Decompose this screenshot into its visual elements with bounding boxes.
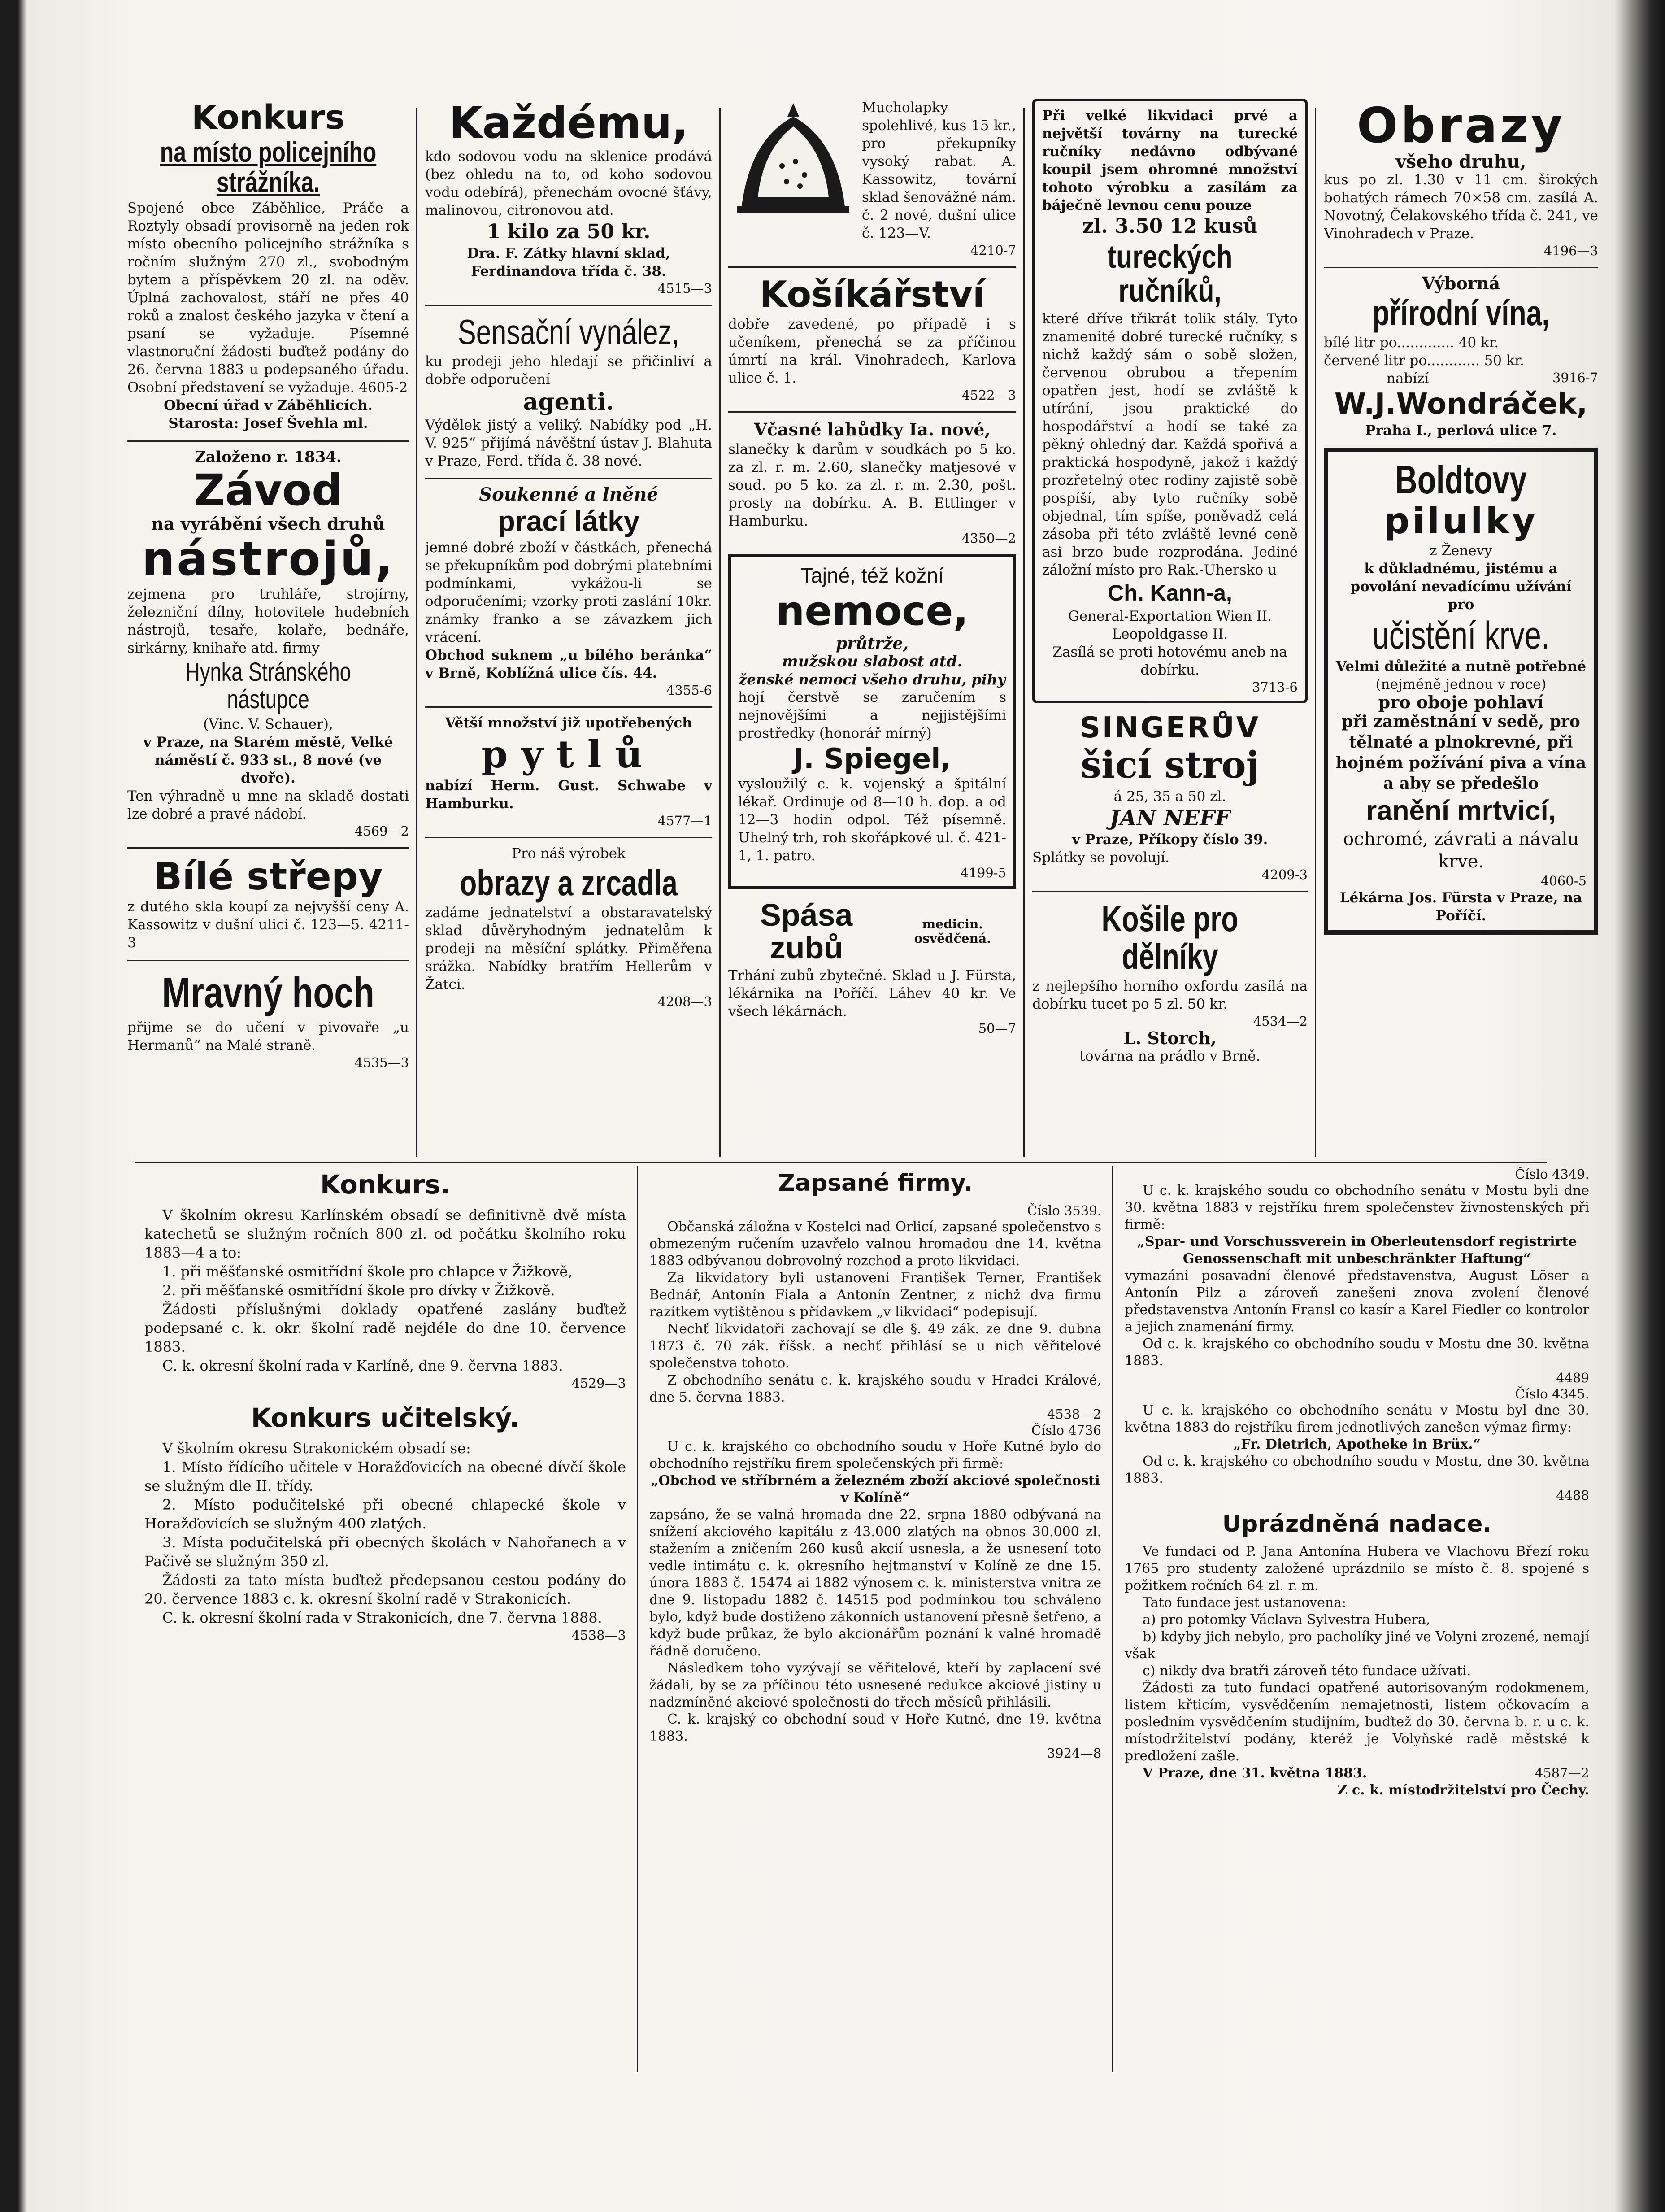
ad-line: z Ženevy (1430, 542, 1492, 559)
ad-ref: 4199-5 (960, 865, 1006, 880)
ad-separator (425, 478, 712, 479)
column-3 (722, 99, 1022, 1045)
ad-price-red: červené litr po............ 50 kr. (1324, 353, 1524, 369)
ad-title: Soukenné a lněné (479, 485, 658, 505)
ad-kosile (1032, 898, 1308, 1065)
ad-separator (728, 411, 1016, 413)
ad-ref: 4515—3 (657, 280, 712, 296)
ad-address: Praha I., perlová ulice 7. (1365, 422, 1557, 439)
column-5 (1317, 99, 1604, 943)
ad-ref: 50—7 (978, 1020, 1016, 1036)
ad-title: obrazy a zrcadla (460, 863, 678, 903)
ad-address: v Praze, na Starém městě, Velké náměstí č. 933 st., 8 nové (ve dvoře). (143, 734, 393, 786)
ad-line-3: Velmi důležité a nutně potřebné (1336, 658, 1586, 675)
ad-separator (127, 960, 409, 961)
ad-ref: 4535—3 (354, 1054, 409, 1070)
ad-separator (127, 847, 409, 849)
notice-number: Číslo 4349. (1515, 1167, 1589, 1182)
ad-title: Spása zubů (760, 897, 853, 966)
ad-body: kdo sodovou vodu na sklenice prodává (bez ohledu na to, od koho sodovou vodu odebírá), přenechám ovocné šťávy, malinovou, citronovou atd. (425, 148, 712, 218)
column-1 (121, 99, 415, 1079)
notice-firm: „Obchod ve stříbrném a železném zboží akciové společnosti v Kolíně“ (651, 1473, 1100, 1506)
notice-ref: 4538—2 (1047, 1406, 1101, 1422)
notice-paragraph: Tato fundace jest ustanovena: (1143, 1595, 1347, 1611)
notice-signature: C. k. okresní školní rada v Karlíně, dne 9. června 1883. (162, 1357, 563, 1374)
ad-ref: 4350—2 (961, 531, 1016, 546)
notice-paragraph: Za likvidatory byli ustanoveni František Terner, František Bednář, Antonín Fiala a Antonín Zentner, z nichž dva firmu razítkem vytištěnou s přídavkem „v likvidaci“ podepisují. (649, 1270, 1101, 1320)
ad-line: Tajné, též kožní (800, 564, 944, 587)
ad-singer (1032, 711, 1308, 882)
ad-kosikarstvi (728, 274, 1016, 403)
notice-paragraph: Nechť likvidatoři zachovají se dle §. 49 zák. ze dne 9. dubna 1873 č. 70 zák. říšsk. a nechť přihlásí se u nich věřitelové společenstva tohoto. (649, 1321, 1101, 1372)
notice-item: c) nikdy dva bratři zároveň této fundace užívati. (1143, 1663, 1471, 1679)
ad-title-2: prací látky (497, 505, 640, 537)
notice-item: a) pro potomky Václava Sylvestra Hubera, (1143, 1612, 1430, 1628)
notice-number: Číslo 4736 (1031, 1423, 1101, 1438)
ad-office: Obecní úřad v Záběhlicích. (164, 397, 373, 414)
ad-title: Každému, (449, 99, 688, 148)
ad-body: zadáme jednatelství a obstaravatelský sklad důvěryhodným jednatelům k prodeji na měsíční splátky. Přiměřena srážka. Nabídky bratřím Hellerům v Žatci. (425, 905, 712, 993)
ad-seller: JAN NEFF (1109, 805, 1230, 831)
ad-title: přírodní vína, (1372, 293, 1550, 333)
notice-konkurs (144, 1166, 626, 1391)
ad-body: z nejlepšího horního oxfordu zasílá na dobírku tucet po 5 zl. 50 kr. (1032, 978, 1308, 1012)
notice-title: Uprázdněná nadace. (1222, 1511, 1492, 1537)
notice-body-2: Žádosti za tato místa buďtež předepsanou cestou podány do 20. července 1883 c. k. okresní školní radě v Strakonicích. (144, 1571, 626, 1607)
notice-firm: „Fr. Dietrich, Apotheke in Brüx.“ (1233, 1437, 1481, 1452)
ad-doctor: J. Spiegel, (793, 742, 951, 775)
column-rule (1023, 108, 1025, 1157)
notice-item: 1. při měšťanské osmitřídní škole pro chlapce v Žižkově, (162, 1263, 573, 1280)
ad-body: Mucholapky spolehlivé, kus 15 kr., pro překupníky vysoký rabat. A. Kassowitz, tovární sklad šenovážné nám. č. 2 nové, dušní ulice č. 123—V. (862, 100, 1016, 241)
ad-line: na vyrábění všech druhů (151, 513, 385, 534)
ad-body: hojí čerstvě se zaručením s nejnovějšími a nejjistějšími prostředky (honorář mírný) (738, 689, 1006, 741)
flycatcher-bell-icon (728, 99, 858, 220)
notice-firm: „Spar- und Vorschussverein in Oberleutensdorf registrirte Genossenschaft mit unbeschränkter Haftung“ (1137, 1234, 1577, 1267)
ad-bile-strepy (127, 855, 409, 952)
notice-body-2: Žádosti příslušnými doklady opatřené zaslány buďtež podepsané c. k. okr. školní radě nejdéle do dne 10. července 1883. (144, 1300, 626, 1355)
ad-title-2: šicí stroj (1080, 744, 1260, 787)
column-rule (1112, 1166, 1113, 2072)
ad-separator (425, 305, 712, 306)
ad-body: zejmena pro truhláře, strojírny, železniční dílny, hotovitele hudebních nástrojů, tesaře, kolaře, bednáře, sirkárny, knihaře atd. firmy (127, 586, 409, 657)
ad-note: Ten výhradně u mne na skladě dostati lze dobré a pravé nádobí. (127, 788, 409, 822)
ad-firm: Ch. Kann-a, (1108, 580, 1232, 606)
ad-boldt (1324, 448, 1598, 935)
ad-price: 1 kilo za 50 kr. (487, 220, 651, 243)
ad-body: slanečky k darům v soudkách po 5 ko. za zl. r. m. 2.60, slanečky matjesové v soud. po 5 ko. za zl. r. m. 2.30, pošt. prosty na dobírku. A. B. Ettlinger v Hamburku. (728, 441, 1016, 529)
ad-ref: 4208—3 (657, 994, 712, 1010)
ad-body: Splátky se povolují. (1032, 849, 1170, 866)
notice-paragraph: C. k. krajský co obchodní soud v Hoře Kutné, dne 19. května 1883. (649, 1711, 1101, 1745)
notice-paragraph: U c. k. krajského co obchodního soudu v Hoře Kutné bylo do obchodního rejstříku firem společenských při firmě: (649, 1439, 1101, 1472)
ad-prices: á 25, 35 a 50 zl. (1113, 788, 1226, 805)
notice-ref: 3924—8 (1047, 1746, 1101, 1761)
column-rule (416, 108, 417, 1157)
ad-body: nabízí Herm. Gust. Schwabe v Hamburku. (425, 778, 712, 812)
ad-body: ku prodeji jeho hledají se přičinliví a dobře odporučení (425, 353, 712, 388)
ad-vina (1324, 274, 1598, 439)
ad-ref: 3916-7 (1552, 370, 1598, 386)
ad-title: SINGERŮV (1079, 711, 1261, 745)
ad-separator (728, 266, 1016, 268)
ad-kazdemu (425, 99, 712, 296)
ad-subtitle: medicin. osvědčená. (914, 917, 991, 946)
notice-ref: 4529—3 (571, 1375, 626, 1391)
ad-konkurs-police (127, 99, 409, 432)
ad-body-2: Výdělek jistý a veliký. Nabídky pod „H. V. 925“ přijímá návěštní ústav J. Blahuta v Praze, Ferd. třída č. 38 nové. (425, 417, 712, 469)
ad-title: Sensační vynález, (458, 312, 679, 352)
ad-pharmacy: Lékárna Jos. Fürsta v Praze, na Poříčí. (1339, 890, 1582, 924)
ad-title-2: pilulky (1384, 500, 1538, 542)
notice-paragraph: Ve fundaci od P. Jana Antonína Hubera ve Vlachovu Březí roku 1765 pro studenty založené uprázdnilo se místo č. 8. spojené s požitkem ročních 64 zl. r. m. (1125, 1544, 1589, 1594)
ad-title-4: ranění mrtvicí, (1366, 795, 1556, 827)
notice-ref: 4489 (1556, 1370, 1589, 1385)
ad-body: Trhání zubů zbytečné. Sklad u J. Fürsta, lékárnika na Poříčí. Láhev 40 kr. Ve všech lékárnách. (728, 967, 1016, 1019)
notice-number: Číslo 3539. (1027, 1203, 1101, 1219)
ad-title: Boldtovy (1395, 457, 1527, 502)
ad-title: nemoce, (776, 588, 969, 635)
bottom-right-column (1115, 1166, 1599, 1799)
ad-ref: 4522—3 (961, 388, 1016, 403)
ad-price-white: bílé litr po............. 40 kr. (1324, 335, 1499, 351)
notice-paragraph: Od c. k. krajského co obchodního soudu v Mostu dne 30. května 1883. (1125, 1336, 1589, 1369)
notice-signature: C. k. okresní školní rada v Strakonicích, dne 7. června 1888. (162, 1609, 602, 1626)
column-2 (419, 99, 718, 1018)
notice-date: V Praze, dne 31. května 1883. (1143, 1765, 1367, 1781)
notice-title: Zapsané firmy. (778, 1170, 973, 1197)
ad-place: továrna na prádlo v Brně. (1079, 1048, 1261, 1064)
ad-ref: 4209-3 (1261, 867, 1308, 882)
ad-separator (1032, 891, 1308, 892)
ad-body: Při velké likvidaci prvé a největší továrny na turecké ručníky nedávno odbývané koupil jsem ohromné množství tohoto výrobku a zasílám za báječně levnou cenu pouze (1042, 108, 1298, 213)
ad-line-6: při zaměstnání v sedě, pro tělnaté a plnokrevné, při hojném požívání piva a vína a aby se předešlo (1335, 712, 1587, 793)
ad-signature: Starosta: Josef Švehla ml. (168, 415, 368, 432)
notice-signature: Z c. k. místodržitelství pro Čechy. (1337, 1782, 1589, 1798)
ad-subtitle: všeho druhu, (1395, 151, 1526, 173)
notice-paragraph: Od c. k. krajského co obchodního soudu v Mostu, dne 30. května 1883. (1125, 1454, 1589, 1486)
notice-konkurs-ucitelsky (144, 1399, 626, 1643)
notice-title: Konkurs. (320, 1169, 451, 1200)
ad-ref: 3713-6 (1252, 679, 1298, 695)
ad-body-2: vysloužilý c. k. vojenský a špitální lékař. Ordinuje od 8—10 h. dop. a od 12—3 hodin odpol. Též písemně. Uhelný trh, roh skořápkové ul. č. 421-1, 1. patro. (738, 775, 1006, 864)
ad-line: Výborná (1422, 274, 1500, 294)
ad-line-3: mužskou slabost atd. (782, 652, 963, 671)
ad-title: tureckých ručníků, (1107, 239, 1233, 309)
column-rule (637, 1166, 638, 2072)
ad-ref: 4060-5 (1540, 873, 1587, 889)
ad-firm: L. Storch, (1123, 1028, 1217, 1048)
ad-mravny-hoch (127, 967, 409, 1071)
ad-soukenne (425, 486, 712, 698)
ad-body-2: které dříve třikrát tolik stály. Tyto znamenité dobré turecké ručníky, s nichž každý sám o sobě složen, červenou obrubou a třepením opatřen jest, hodí se zvláště k utírání, jsou praktické do hospodářství a hodí se také za pěkný ohledný dar. Každá spořivá a praktická hospodyně, jakož i každý prozřetelný otec rodiny zajistě sobě pospíší, aby tyto ručníky sobě objednal, tím spíše, poněvadž celá zásoba při této zvláště levné ceně asi brzo bude rozprodána. Jediné záložní místo pro Rak.-Uhersko u (1042, 311, 1298, 579)
notice-body: V školním okresu Karlínském obsadí se definitivně dvě místa katechetů se služným ročních 800 zl. od počátku školního roku 1883—4 a to: (144, 1206, 626, 1261)
ad-pytlu (425, 714, 712, 829)
notice-paragraph: vymazáni posavadní členové představenstva, August Löser a Antonín Pilz a zároveň zanešeni znova zvolení členové představenstva Antonín Fransl co kasír a Karel Fiedler co kontrolor a jejich znamenání firmy. (1125, 1268, 1589, 1335)
ad-separator (425, 706, 712, 708)
ad-ref: 4196—3 (1543, 243, 1598, 259)
ad-zavod (127, 448, 409, 839)
ad-title-2: nástrojů, (142, 531, 395, 586)
ad-rucniky (1032, 99, 1308, 703)
ad-agents: agenti. (523, 388, 614, 416)
ad-firm: W.J.Wondráček, (1334, 388, 1588, 421)
ad-offer: nabízí (1387, 370, 1429, 387)
ad-intro: Větší množství již upotřebených (445, 715, 692, 732)
ad-ref: 4355-6 (666, 683, 712, 698)
notice-item: b) kdyby jich nebylo, pro pacholíky jiné ve Volyni zrozené, nemají však (1125, 1629, 1589, 1662)
ad-ref: 4534—2 (1253, 1013, 1308, 1029)
column-rule (719, 108, 721, 1157)
ad-subtitle: na místo policejního strážníka. (160, 135, 377, 198)
ad-obrazy (1324, 99, 1598, 259)
ad-title: Konkurs (191, 99, 345, 137)
ad-separator (1324, 267, 1598, 268)
ad-title: Závod (194, 465, 343, 516)
ad-lahudky (728, 419, 1016, 546)
notice-ref: 4488 (1556, 1488, 1589, 1503)
ad-title: Košíkářství (759, 274, 985, 315)
notice-ref: 4587—2 (1535, 1765, 1589, 1781)
ad-ref: 4577—1 (657, 813, 712, 829)
ad-ref: 4210-7 (970, 243, 1016, 258)
ad-body: Spojené obce Záběhlice, Práče a Roztyly obsadí provisorně na jeden rok místo obecního policejního strážníka s ročním služným 270 zl., svobodným bytem a příspěvkem 20 zl. na oděv. Úplná zachovalost, stáří ne přes 40 roků a znalost českého jazyka v čtení a psaní se vyžaduje. Písemné vlastnoruční žádosti buďtež podány do 26. června 1883 u podepsaného úřadu. Osobní představení se vyžaduje. 4605-2 (127, 200, 409, 396)
ad-body: jemné dobré zboží v částkách, přenechá se překupníkům pod dobrými platebními podmínkami, vykážou-li se odporučeními; vzorky proti zaslání 10kr. známky franko a se závazkem jich vrácení. (425, 540, 712, 646)
column-rule (1315, 108, 1316, 1157)
ad-body: z dutého skla koupí za nejvyšší ceny A. Kassowitz v dušní ulici č. 123—5. 4211-3 (127, 899, 409, 951)
ad-intro: Pro náš výrobek (512, 845, 626, 862)
ad-body: dobře zavedené, po případě i s učeníkem, přenechá se za příčinou úmrtí na král. Vinohradech, Karlova ulice č. 1. (728, 316, 1016, 386)
section-rule (135, 1162, 1547, 1163)
ad-founded: Založeno r. 1834. (195, 448, 342, 466)
ad-firm: Dra. F. Zátky hlavní sklad, Ferdinandova třída č. 38. (467, 245, 670, 279)
notice-ref: 4538—3 (571, 1627, 626, 1643)
ad-title-3: učistění krve. (1372, 614, 1550, 657)
notice-item: 3. Místa podučitelská při obecných školách v Nahořanech a v Pačivě se služným 350 zl. (144, 1533, 626, 1570)
ad-address: v Praze, Příkopy číslo 39. (1072, 831, 1268, 848)
ad-nemoce (728, 554, 1016, 889)
ad-separator (127, 440, 409, 442)
ad-firm-2: General-Exportation Wien II. Leopoldgasse II. (1068, 608, 1272, 643)
bottom-left-column (135, 1166, 636, 1651)
ad-body-3: Zasílá se proti hotovému aneb na dobírku. (1052, 644, 1287, 679)
notice-paragraph: Občanská záložna v Kostelci nad Orlicí, zapsané společenstvo s obmezeným ručením uzavřelo valnou hromadou dne 14. května 1883 odbývanou dobrovolný rozchod a proto likvidaci. (649, 1219, 1101, 1269)
ad-vynalez (425, 312, 712, 470)
ad-title: Mravný hoch (162, 969, 374, 1017)
notice-item: 2. Místo podučitelské při obecné chlapecké škole v Horažďovicích se služným 400 zlatých. (144, 1496, 626, 1532)
ad-mucholapky (728, 99, 1016, 258)
notice-item: 1. Místo řídícího učitele v Horažďovicích na obecné dívčí škole se služným dle II. třídy. (144, 1458, 626, 1494)
notice-body: V školním okresu Strakonickém obsadí se: (162, 1439, 471, 1457)
ad-obrazy-zrcadla (425, 845, 712, 1010)
ad-separator (425, 837, 712, 838)
ad-spasa-zubu (728, 897, 1016, 1036)
column-4 (1026, 99, 1314, 1073)
ad-line-7: ochromé, závrati a návalu krve. (1343, 829, 1579, 872)
ad-line-5: pro oboje pohlaví (1378, 692, 1544, 713)
notice-paragraph: Žádosti za tuto fundaci opatřené autorisovaným rodokmenem, listem křticím, vysvědčením nemajetnosti, listem očkovacím a posledním vysvědčením studijním, buďtež do 30. června b. r. u c. k. místodržitelství podány, kteréž je Volyňské radě městské k predložení zašle. (1125, 1680, 1589, 1764)
notice-title: Konkurs učitelský. (251, 1402, 520, 1433)
ad-price: zl. 3.50 12 kusů (1082, 215, 1258, 238)
ad-line-4: ženské nemoci všeho druhu, pihy (739, 671, 1006, 688)
ad-title: Včasné lahůdky Ia. nové, (754, 419, 991, 440)
ad-ref: 4569—2 (354, 823, 409, 839)
notice-paragraph: Z obchodního senátu c. k. krajského soudu v Hradci Králové, dne 5. června 1883. (649, 1372, 1101, 1406)
ad-title: Bílé střepy (153, 854, 383, 898)
ad-body: kus po zl. 1.30 v 11 cm. širokých bohatých rámech 70×58 cm. zasílá A. Novotný, Čelakovského třída č. 241, ve Vinohradech v Praze. (1324, 172, 1598, 242)
ad-line-2: průtrže, (836, 634, 909, 653)
notice-paragraph: zapsáno, že se valná hromada dne 22. srpna 1880 odbývaná na snížení akciového kapitálu z 43.000 zlatých na obnos 30.000 zl. stažením a zničením 260 kusů akcií usnesla, a že usnesení toto vedle intimátu c. k. okresního hejtmanství v Kolíně ze dne 15. února 1883 č. 15474 ai 1882 výnosem c. k. ministerstva vnitra ze dne 9. listopadu 1882 č. 14515 pod podmínkou tou schváleno bylo, když bude dostiženo zákonních ustanovení přesně šetřeno, a když bude průkaz, že bylo akcionářům poznání k valné hromadě řádně doručeno. (649, 1507, 1101, 1659)
ad-firm-2: (Vinc. V. Schauer), (203, 716, 333, 732)
ad-title: pytlů (481, 732, 656, 777)
ad-firm: Obchod suknem „u bílého beránka“ v Brně, Koblížná ulice čís. 44. (425, 647, 712, 682)
notice-item: 2. při měšťanské osmitřídní škole pro dívky v Žižkově. (162, 1281, 555, 1299)
ad-firm: Hynka Stránského nástupce (185, 658, 351, 714)
ad-line-2: k důkladnému, jistému a povolání nevadícímu užívání pro (1350, 560, 1572, 613)
notice-paragraph: U c. k. krajského soudu co obchodního senátu v Mostu byli dne 30. května 1883 v rejstříku firem společenstev živnostenských při firmě: (1125, 1183, 1589, 1232)
ad-title: Košile pro dělníky (1101, 898, 1239, 976)
notice-paragraph: U c. k. krajského co obchodního senátu v Mostu byl dne 30. května 1883 do rejstříku firem jednotlivých zanešen výmaz firmy: (1125, 1402, 1589, 1435)
bottom-middle-column (639, 1166, 1111, 1761)
notice-number: Číslo 4345. (1515, 1386, 1589, 1402)
ad-body: přijme se do učení v pivovaře „u Hermanů“ na Malé straně. (127, 1019, 409, 1054)
ad-title: Obrazy (1356, 99, 1565, 154)
ad-line-4: (nejméně jednou v roce) (1375, 676, 1547, 693)
notice-paragraph: Následkem toho vyzývají se věřitelové, kteří by zaplacení své žádali, by se za příčinou této usnesené redukce akciové jistiny u nadzmíněné akciové společnosti do třech měsíců přihlásili. (649, 1660, 1101, 1711)
